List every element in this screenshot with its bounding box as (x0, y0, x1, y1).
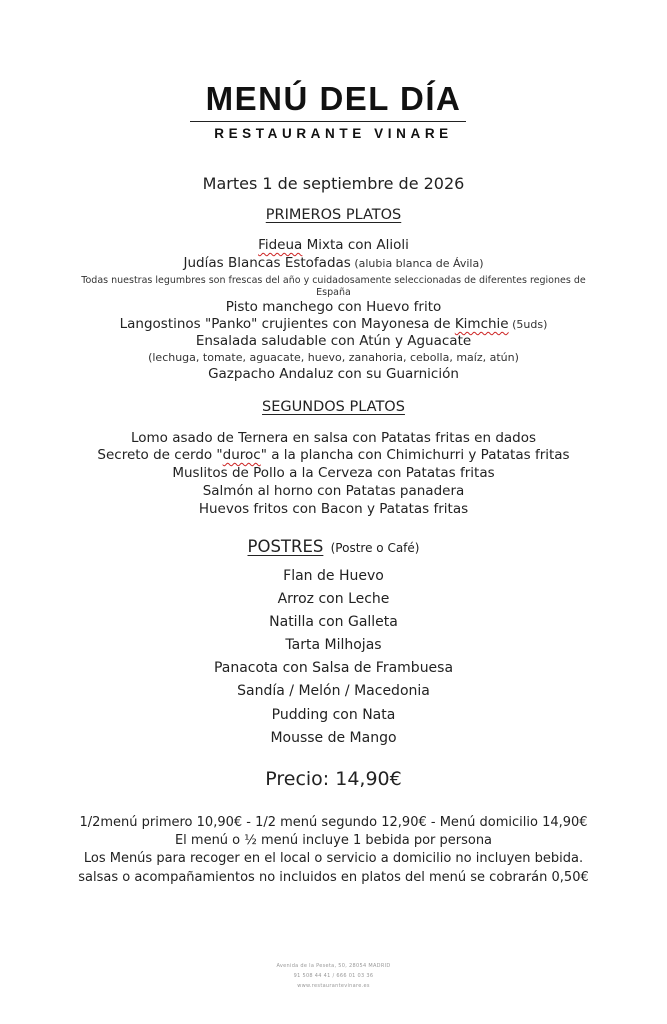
conditions-line2: El menú o ½ menú incluye 1 bebida por persona (174, 833, 493, 848)
menu-date: Martes 1 de septiembre de 2026 (202, 174, 465, 193)
footer-address: Avenida de la Peseta, 50, 28054 MADRID (276, 963, 391, 969)
dish-judias-name: Judías Blancas Estofadas (183, 255, 351, 271)
dish-secreto (0, 447, 667, 463)
dessert-item: Mousse de Mango (270, 730, 397, 746)
dessert-item: Sandía / Melón / Macedonia (237, 683, 430, 699)
dish-muslitos: Muslitos de Pollo a la Cerveza con Patatas fritas (172, 465, 495, 481)
dish-judias (0, 255, 667, 271)
dish-secreto-b: " a la plancha con Chimichurri y Patatas fritas (260, 447, 570, 463)
dish-salmon: Salmón al horno con Patatas panadera (202, 483, 465, 499)
dessert-item: Natilla con Galleta (269, 614, 398, 630)
segundos-heading: SEGUNDOS PLATOS (262, 399, 405, 415)
legumbres-note-line1: Todas nuestras legumbres son frescas del año y cuidadosamente seleccionadas de diferentes regiones de (81, 275, 586, 286)
menu-title: MENÚ DEL DÍA (205, 80, 462, 117)
dish-judias-note: (alubia blanca de Ávila) (350, 257, 484, 270)
dish-pisto: Pisto manchego con Huevo frito (225, 299, 442, 315)
conditions-line1: 1/2menú primero 10,90€ - 1/2 menú segundo 12,90€ - Menú domicilio 14,90€ (79, 815, 588, 830)
dish-secreto-a: Secreto de cerdo " (97, 447, 223, 463)
dish-fideua (0, 237, 667, 253)
dish-langostinos (0, 316, 667, 332)
conditions-line4: salsas o acompañamientos no incluidos en platos del menú se cobrarán 0,50€ (78, 870, 589, 885)
dish-huevos: Huevos fritos con Bacon y Patatas fritas (198, 501, 469, 517)
dessert-item: Panacota con Salsa de Frambuesa (213, 660, 454, 676)
dish-langostinos-name: Langostinos "Panko" crujientes con Mayonesa de (119, 316, 455, 332)
dish-ensalada: Ensalada saludable con Atún y Aguacate (195, 333, 472, 349)
dish-langostinos-units: (5uds) (508, 318, 548, 331)
footer-website: www.restaurantevinare.es (297, 983, 370, 989)
postres-heading: POSTRES (247, 537, 324, 556)
dish-ensalada-note: (lechuga, tomate, aguacate, huevo, zanahoria, cebolla, maíz, atún) (148, 351, 519, 364)
dessert-item: Arroz con Leche (277, 591, 390, 607)
dessert-item: Pudding con Nata (271, 707, 396, 723)
dish-langostinos-kimchie: Kimchie (454, 316, 509, 332)
restaurant-name: RESTAURANTE VINARE (214, 126, 453, 141)
primeros-heading: PRIMEROS PLATOS (265, 207, 402, 223)
title-divider (190, 121, 466, 122)
dish-fideua-desc: Mixta con Alioli (302, 237, 409, 253)
postres-note: (Postre o Café) (330, 541, 420, 555)
dish-lomo: Lomo asado de Ternera en salsa con Patatas fritas en dados (130, 430, 537, 446)
menu-price: Precio: 14,90€ (265, 768, 402, 790)
conditions-line3: Los Menús para recoger en el local o servicio a domicilio no incluyen bebida. (83, 851, 584, 866)
dessert-item: Tarta Milhojas (285, 637, 382, 653)
dish-secreto-duroc: duroc (222, 447, 261, 463)
postres-heading-row (0, 537, 667, 556)
legumbres-note-line2: España (316, 287, 351, 298)
dish-gazpacho: Gazpacho Andaluz con su Guarnición (208, 366, 459, 382)
footer-phone: 91 508 44 41 / 666 01 03 36 (293, 973, 374, 979)
dessert-item: Flan de Huevo (283, 568, 384, 584)
dish-fideua-name: Fideua (258, 237, 303, 253)
